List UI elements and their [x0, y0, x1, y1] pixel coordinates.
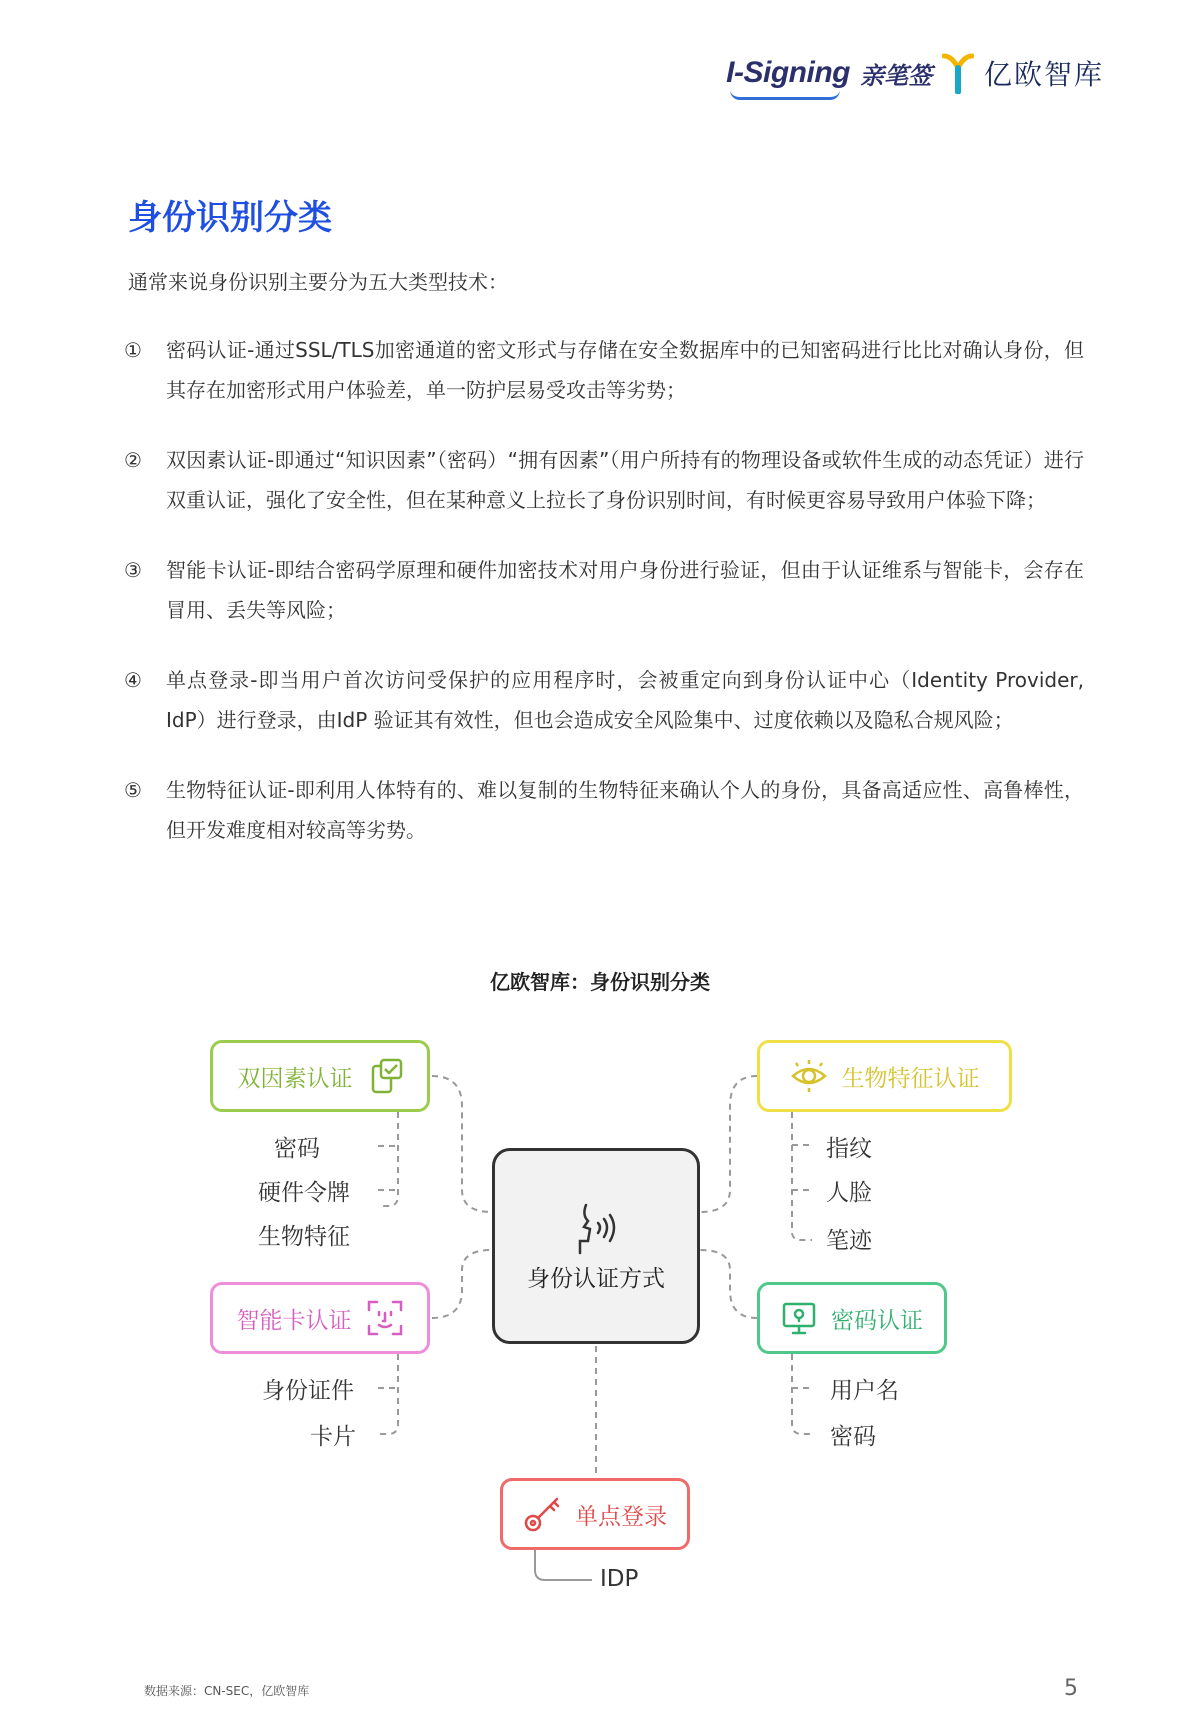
yiou-wordmark: 亿欧智库	[983, 58, 1104, 91]
biometric-label: 生物特征认证	[841, 1065, 980, 1092]
list-item	[124, 330, 1084, 410]
key-icon	[523, 1495, 561, 1533]
face-id-icon	[366, 1299, 404, 1337]
isigning-wordmark: I-Signing	[726, 56, 850, 89]
voice-face-icon	[566, 1197, 626, 1257]
two-factor-leaf: 硬件令牌	[258, 1180, 350, 1206]
item-number: ④	[124, 668, 142, 692]
biometric-node	[757, 1040, 1012, 1112]
logo-swoosh	[730, 90, 840, 100]
two-factor-node	[210, 1040, 430, 1112]
page-title: 身份识别分类	[128, 198, 332, 238]
item-text: 密码认证-通过SSL/TLS加密通道的密文形式与存储在安全数据库中的已知密码进行比比对确认身份，但其存在加密形式用户体验差，单一防护层易受攻击等劣势；	[166, 338, 1084, 402]
item-number: ②	[124, 448, 142, 472]
sso-leaf: IDP	[600, 1566, 639, 1592]
item-text: 生物特征认证-即利用人体特有的、难以复制的生物特征来确认个人的身份，具备高适应性、高鲁棒性，但开发难度相对较高等劣势。	[166, 778, 1084, 842]
list-item	[124, 550, 1084, 630]
list-item	[124, 440, 1084, 520]
page-number: 5	[1064, 1676, 1078, 1701]
item-text: 双因素认证-即通过“知识因素”（密码）“拥有因素”（用户所持有的物理设备或软件生成的动态凭证）进行双重认证，强化了安全性，但在某种意义上拉长了身份识别时间，有时候更容易导致用户体验下降；	[166, 448, 1084, 512]
item-number: ⑤	[124, 778, 142, 802]
center-node	[492, 1148, 700, 1344]
classification-list	[124, 330, 1084, 880]
monitor-lock-icon	[781, 1300, 817, 1336]
two-factor-leaf: 密码	[274, 1136, 320, 1162]
two-factor-leaf: 生物特征	[258, 1224, 350, 1250]
password-leaf: 用户名	[830, 1378, 899, 1404]
item-number: ①	[124, 338, 142, 362]
smart-card-node	[210, 1282, 430, 1354]
password-leaf: 密码	[830, 1424, 876, 1450]
source-note: 数据来源：CN-SEC，亿欧智库	[144, 1684, 310, 1698]
sso-label: 单点登录	[575, 1503, 667, 1530]
isigning-cn-wordmark: 亲笔签	[859, 61, 932, 90]
item-text: 智能卡认证-即结合密码学原理和硬件加密技术对用户身份进行验证，但由于认证维系与智能卡，会存在冒用、丢失等风险；	[166, 558, 1084, 622]
list-item	[124, 770, 1084, 850]
item-text: 单点登录-即当用户首次访问受保护的应用程序时，会被重定向到身份认证中心（Identity Provider, IdP）进行登录，由IdP 验证其有效性，但也会造成安全风险集中、过度依赖以及隐私合规风险；	[166, 668, 1084, 732]
smart-card-label: 智能卡认证	[236, 1307, 352, 1334]
password-node	[757, 1282, 947, 1354]
sso-node	[500, 1478, 690, 1550]
yiou-logo-icon	[942, 52, 974, 94]
item-number: ③	[124, 558, 142, 582]
isigning-logo	[726, 56, 850, 90]
center-label: 身份认证方式	[527, 1266, 665, 1292]
phone-check-icon	[367, 1058, 403, 1094]
biometric-leaf: 人脸	[826, 1180, 872, 1206]
list-item	[124, 660, 1084, 740]
header-logos	[726, 52, 1104, 94]
two-factor-label: 双因素认证	[237, 1065, 353, 1092]
smart-card-leaf: 卡片	[310, 1424, 356, 1450]
smart-card-leaf: 身份证件	[262, 1378, 354, 1404]
figure-title: 亿欧智库：身份识别分类	[490, 970, 710, 994]
eye-scan-icon	[790, 1059, 828, 1093]
biometric-leaf: 笔迹	[826, 1228, 872, 1254]
intro-text: 通常来说身份识别主要分为五大类型技术：	[128, 270, 508, 294]
biometric-leaf: 指纹	[826, 1136, 872, 1162]
password-label: 密码认证	[831, 1307, 923, 1334]
